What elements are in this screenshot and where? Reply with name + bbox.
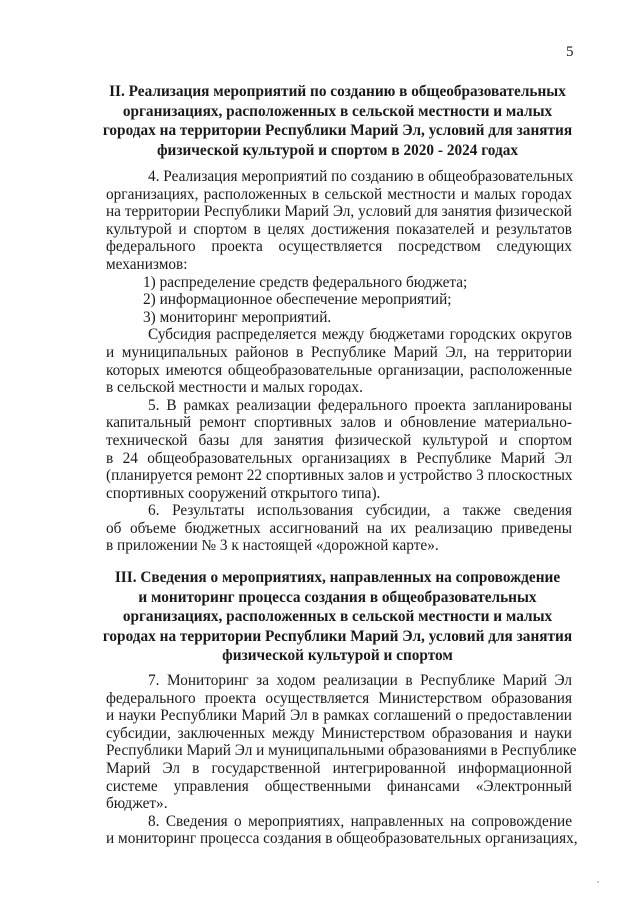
paragraph-4 [106, 168, 572, 274]
section-3-heading [100, 568, 575, 666]
text-line: Субсидия распределяется между бюджетами городских округов [148, 326, 572, 344]
text-line: 4. Реализация мероприятий по созданию в общеобразовательных [148, 168, 574, 185]
text-line: 6. Результаты использования субсидии, а также сведения [148, 502, 572, 520]
mechanisms-list [106, 274, 572, 327]
text-line: федерального проекта осуществляется Министерством образования [106, 689, 572, 707]
text-line: 8. Сведения о мероприятиях, направленных на сопровождение [148, 812, 572, 830]
section-2-heading [100, 82, 575, 160]
list-item: 1) распределение средств федерального бюджета; [143, 273, 468, 291]
text-line: Марий Эл в государственной интегрированной информационной [106, 759, 572, 777]
paragraph-8 [106, 812, 578, 848]
heading-line: городах на территории Республики Марий Эл, условий для занятия [102, 627, 573, 645]
text-line: 7. Мониторинг за ходом реализации в Республике Марий Эл [148, 672, 572, 689]
list-item: 2) информационное обеспечение мероприятий; [143, 291, 452, 309]
text-line: организациях, расположенных в сельской местности и малых городах [106, 185, 572, 203]
heading-line: городах на территории Республики Марий Эл, условий для занятия [102, 122, 573, 140]
text-line: в сельской местности и малых городах. [106, 379, 363, 397]
text-line: и мониторинг процесса создания в общеобразовательных организациях, [106, 830, 578, 848]
text-line: капитальный ремонт спортивных залов и обновление материально- [106, 414, 572, 432]
heading-line: физической культурой и спортом в 2020 - 2024 годах [156, 141, 519, 159]
heading-line: и мониторинг процесса создания в общеобразовательных [138, 588, 537, 606]
text-line: механизмов: [106, 255, 188, 273]
heading-line: II. Реализация мероприятий по созданию в общеобразовательных [109, 83, 566, 100]
text-line: бюджет». [106, 795, 168, 813]
section-2-body [106, 168, 572, 555]
scan-speck [597, 881, 599, 883]
paragraph-5 [106, 397, 572, 503]
text-line: 5. В рамках реализации федерального проекта запланированы [148, 396, 572, 414]
heading-line: III. Сведения о мероприятиях, направленных на сопровождение [114, 569, 561, 586]
subsidy-paragraph [106, 326, 572, 396]
text-line: и муниципальных районов в Республике Марий Эл, на территории [106, 343, 572, 361]
text-line: технической базы для занятия физической культурой и спортом [106, 431, 572, 449]
text-line: об объеме бюджетных ассигнований на их реализацию приведены [106, 519, 572, 537]
text-line: субсидии, заключенных между Министерством образования и науки [106, 724, 572, 742]
list-item: 3) мониторинг мероприятий. [143, 308, 332, 326]
paragraph-6 [106, 502, 572, 555]
text-line: в 24 общеобразовательных организациях в Республике Марий Эл [106, 449, 572, 467]
text-line: спортивных сооружений открытого типа). [106, 484, 381, 502]
heading-line: организациях, расположенных в сельской местности и малых [122, 102, 553, 120]
text-line: и науки Республики Марий Эл в рамках соглашений о предоставлении [106, 707, 572, 725]
text-line: на территории Республики Марий Эл, условий для занятия физической [106, 203, 572, 221]
text-line: (планируется ремонт 22 спортивных залов и устройство 3 плоскостных [106, 467, 573, 485]
text-line: культурой и спортом в целях достижения показателей и результатов [106, 220, 572, 238]
heading-line: организациях, расположенных в сельской местности и малых [122, 608, 553, 626]
page-number: 5 [566, 44, 574, 60]
heading-line: физической культурой и спортом [222, 647, 453, 665]
text-line: системе управления общественными финансами «Электронный [106, 777, 572, 795]
text-line: федерального проекта осуществляется посредством следующих [106, 238, 572, 256]
text-line: которых имеются общеобразовательные организации, расположенные [106, 361, 572, 379]
text-line: в приложении № 3 к настоящей «дорожной карте». [106, 537, 439, 555]
section-3-body [106, 672, 578, 848]
paragraph-7 [106, 672, 577, 813]
text-line: Республики Марий Эл и муниципальными образованиями в Республике [106, 742, 577, 760]
